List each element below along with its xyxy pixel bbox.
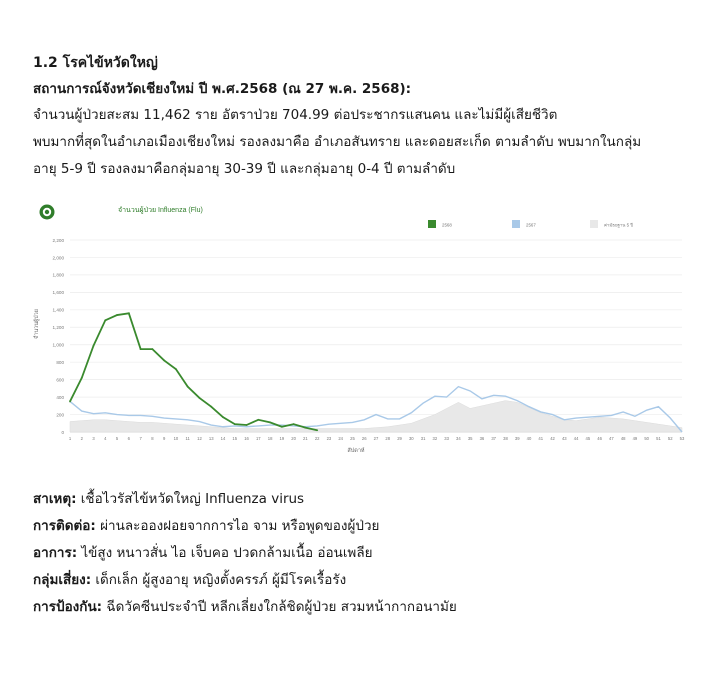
fact-cause: [33, 490, 304, 508]
series-2568-point: [234, 423, 236, 425]
series-2568-point: [151, 348, 153, 350]
x-tick-label: 50: [644, 436, 650, 441]
x-tick-label: 47: [609, 436, 614, 441]
series-2568-point: [116, 314, 118, 316]
x-tick-label: 28: [385, 436, 391, 441]
influenza-chart-svg: [30, 196, 690, 460]
x-tick-label: 31: [420, 436, 426, 441]
series-2568-point: [128, 312, 130, 314]
legend-median-label: ค่ามัธยฐาน 5 ปี: [604, 222, 634, 228]
summary-line: พบมากที่สุดในอำเภอเมืองเชียงใหม่ รองลงมาคือ อำเภอสันทราย และดอยสะเก็ด ตามลำดับ พบมากในกลุ่ม: [33, 134, 642, 150]
x-tick-label: 44: [573, 436, 579, 441]
influenza-chart: [30, 196, 690, 460]
x-tick-label: 34: [456, 436, 461, 441]
fact-label: สาเหตุ:: [33, 491, 77, 507]
series-2568-point: [281, 426, 283, 428]
x-tick-label: 19: [279, 436, 285, 441]
fact-label: อาการ:: [33, 545, 78, 561]
x-tick-label: 11: [185, 436, 190, 441]
y-tick-label: 600: [56, 377, 64, 383]
fact-text: เด็กเล็ก ผู้สูงอายุ หญิงตั้งครรภ์ ผู้มีโรคเรื้อรัง: [95, 572, 347, 588]
fact-transmission: [33, 517, 379, 535]
x-tick-label: 41: [538, 436, 544, 441]
series-2568-point: [304, 427, 306, 429]
x-tick-label: 20: [291, 436, 296, 441]
x-tick-label: 21: [303, 436, 308, 441]
x-tick-label: 6: [127, 436, 131, 441]
fact-risk-groups: [33, 571, 346, 589]
x-tick-label: 42: [550, 436, 555, 441]
fact-text: ฉีดวัคซีนประจำปี หลีกเลี่ยงใกล้ชิดผู้ป่วย สวมหน้ากากอนามัย: [106, 599, 457, 615]
fact-symptoms: [33, 544, 373, 562]
x-tick-label: 37: [491, 436, 497, 441]
x-tick-label: 8: [151, 436, 154, 441]
x-tick-label: 16: [244, 436, 249, 441]
x-tick-label: 30: [408, 436, 414, 441]
series-2568-point: [293, 423, 295, 425]
series-2568-point: [222, 416, 224, 418]
x-tick-label: 39: [514, 436, 520, 441]
y-tick-label: 800: [56, 359, 64, 365]
legend-median-swatch: [590, 220, 598, 228]
x-tick-label: 13: [208, 436, 214, 441]
x-tick-label: 10: [173, 436, 179, 441]
series-2568-point: [175, 368, 177, 370]
x-tick-label: 25: [350, 436, 355, 441]
y-axis-title: จำนวนผู้ป่วย: [34, 309, 40, 339]
summary-line: จำนวนผู้ป่วยสะสม 11,462 ราย อัตราป่วย 704.99 ต่อประชากรแสนคน และไม่มีผู้เสียชีวิต: [33, 107, 558, 123]
x-tick-label: 17: [255, 436, 261, 441]
y-tick-label: 2,200: [52, 237, 64, 243]
x-tick-label: 52: [667, 436, 673, 441]
x-tick-label: 51: [656, 436, 661, 441]
series-2568-point: [316, 429, 318, 431]
y-tick-label: 1,400: [52, 307, 64, 313]
x-tick-label: 18: [267, 436, 273, 441]
legend-2567-swatch: [512, 220, 520, 228]
x-tick-label: 14: [220, 436, 226, 441]
x-tick-label: 1: [68, 436, 72, 441]
y-tick-label: 200: [56, 412, 64, 418]
x-tick-label: 23: [326, 436, 332, 441]
y-tick-label: 1,800: [52, 272, 64, 278]
x-tick-label: 24: [338, 436, 344, 441]
fact-label: การป้องกัน:: [33, 599, 103, 615]
legend-2568-swatch: [428, 220, 436, 228]
x-tick-label: 7: [139, 436, 142, 441]
series-2568-point: [269, 422, 271, 424]
x-tick-label: 40: [526, 436, 532, 441]
x-tick-label: 53: [679, 436, 685, 441]
y-tick-label: 1,000: [52, 342, 64, 348]
x-tick-label: 4: [104, 436, 107, 441]
x-tick-label: 5: [115, 436, 119, 441]
fact-text: ไข้สูง หนาวสั่น ไอ เจ็บคอ ปวดกล้ามเนื้อ อ่อนเพลีย: [81, 545, 373, 561]
y-tick-label: 400: [56, 394, 64, 400]
fact-label: การติดต่อ:: [33, 518, 96, 534]
series-2568-point: [163, 360, 165, 362]
series-2568-point: [246, 424, 248, 426]
fact-text: ผ่านละอองฝอยจากการไอ จาม หรือพูดของผู้ป่วย: [100, 518, 380, 534]
y-tick-label: 1,600: [52, 290, 64, 296]
x-tick-label: 46: [597, 436, 602, 441]
x-tick-label: 9: [162, 436, 166, 441]
x-tick-label: 43: [561, 436, 567, 441]
x-tick-label: 12: [197, 436, 202, 441]
series-2568-point: [104, 319, 106, 321]
x-tick-label: 49: [632, 436, 638, 441]
y-tick-label: 2,000: [52, 255, 64, 261]
x-tick-label: 22: [314, 436, 320, 441]
legend-2568-label: 2568: [442, 222, 452, 228]
x-tick-label: 38: [503, 436, 508, 441]
chart-title: จำนวนผู้ป่วย Influenza (Flu): [118, 207, 203, 214]
x-tick-label: 15: [232, 436, 238, 441]
fact-label: กลุ่มเสี่ยง:: [33, 572, 92, 588]
x-tick-label: 2: [80, 436, 83, 441]
x-tick-label: 29: [397, 436, 402, 441]
series-2568-point: [210, 406, 212, 408]
x-tick-label: 36: [479, 436, 485, 441]
summary-line: อายุ 5-9 ปี รองลงมาคือกลุ่มอายุ 30-39 ปี และกลุ่มอายุ 0-4 ปี ตามลำดับ: [33, 161, 456, 177]
series-2568-point: [257, 419, 259, 421]
fact-text: เชื้อไวรัสไข้หวัดใหญ่ Influenza virus: [80, 491, 305, 507]
x-tick-label: 48: [620, 436, 626, 441]
x-tick-label: 33: [444, 436, 449, 441]
x-tick-label: 32: [432, 436, 438, 441]
x-tick-label: 27: [373, 436, 379, 441]
ministry-logo-icon: [40, 205, 55, 220]
section-heading: 1.2 โรคไข้หวัดใหญ่: [33, 55, 158, 71]
x-tick-label: 26: [361, 436, 367, 441]
series-2568-point: [81, 377, 83, 379]
y-tick-label: 1,200: [52, 325, 64, 331]
legend-2567-label: 2567: [526, 222, 536, 228]
fact-prevention: [33, 598, 457, 616]
x-tick-label: 35: [467, 436, 473, 441]
x-tick-label: 3: [92, 436, 95, 441]
series-2568-point: [187, 386, 189, 388]
series-2568-point: [93, 345, 95, 347]
x-axis-title: สัปดาห์: [347, 448, 365, 454]
situation-title: สถานการณ์จังหวัดเชียงใหม่ ปี พ.ศ.2568 (ณ 27 พ.ค. 2568):: [33, 81, 412, 97]
series-2568-point: [140, 348, 142, 350]
y-tick-label: 0: [61, 429, 64, 435]
series-2568-point: [199, 397, 201, 399]
x-tick-label: 45: [585, 436, 591, 441]
series-2568-point: [69, 401, 71, 403]
